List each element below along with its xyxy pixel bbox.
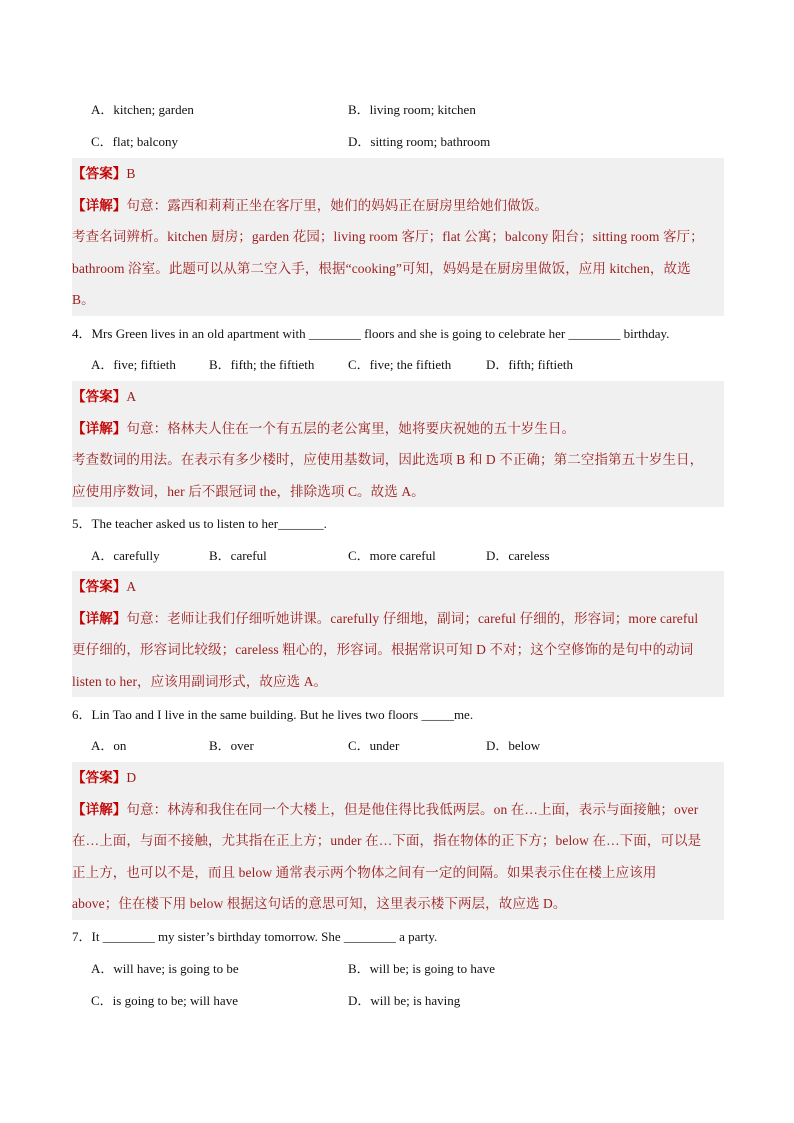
q4-option-b[interactable]: B．fifth; the fiftieth [209,357,315,372]
q4-stem: 4．Mrs Green lives in an old apartment with ________ floors and she is going to celebrate her ________ birthday. [72,326,670,341]
detail-tag: 【详解】 [72,610,127,626]
q7-option-a[interactable]: A．will have; is going to be [91,961,239,976]
q3-option-d[interactable]: D．sitting room; bathroom [348,134,491,149]
q3-answer-row [72,158,724,190]
answer-tag: 【答案】 [72,770,127,785]
q3-detail-line: 考查名词辨析。kitchen 厨房；garden 花园；living room 客厅；flat 公寓；balcony 阳台；sitting room 客厅； [72,229,704,244]
q5-answer-value: A [126,579,137,594]
q7-option-c[interactable]: C．is going to be; will have [91,993,238,1008]
q5-detail-line: 更仔细的，形容词比较级；careless 粗心的，形容词。根据常识可知 D 不对；这个空修饰的是句中的动词 [72,642,694,657]
q6-answer-value: D [126,770,137,785]
q4-detail-line: 应使用序数词，her 后不跟冠词 the，排除选项 C。故选 A。 [72,483,425,499]
q4-detail-row [72,413,724,445]
q3-detail-row [72,190,724,222]
q4-option-c[interactable]: C．five; the fiftieth [348,357,452,372]
q4-answer-value: A [126,389,137,404]
q5-detail-line: listen to her，应该用副词形式，故应选 A。 [72,673,328,689]
q3-option-c[interactable]: C．flat; balcony [91,134,179,149]
q6-detail-row [72,794,724,826]
q5-answer-box [72,571,724,697]
q7-option-d[interactable]: D．will be; is having [348,993,461,1008]
q5-option-c[interactable]: C．more careful [348,548,436,563]
q4-answer-row [72,381,724,413]
q7-option-b[interactable]: B．will be; is going to have [348,961,495,976]
q7-stem: 7．It ________ my sister’s birthday tomorrow. She ________ a party. [72,929,438,944]
q5-stem: 5．The teacher asked us to listen to her_______. [72,516,327,531]
q6-option-b[interactable]: B．over [209,738,254,753]
detail-tag: 【详解】 [72,420,127,436]
q5-detail-row [72,603,724,635]
q5-detail-line: 句意：老师让我们仔细听她讲课。carefully 仔细地，副词；careful 仔细的，形容词；more careful [126,610,699,626]
q6-detail-line: 正上方，也可以不是，而且 below 通常表示两个物体之间有一定的间隔。如果表示住在楼上应该用 [72,864,657,880]
q5-option-b[interactable]: B．careful [209,548,267,563]
q6-detail-line: above；住在楼下用 below 根据这句话的意思可知，这里表示楼下两层，故应选 D。 [72,896,567,911]
q3-answer-value: B [126,166,136,181]
q6-answer-box [72,762,724,920]
detail-tag: 【详解】 [72,801,127,817]
q3-answer-box [72,158,724,316]
q6-answer-row [72,762,724,794]
detail-tag: 【详解】 [72,197,127,213]
answer-tag: 【答案】 [72,389,127,404]
q3-option-a[interactable]: A．kitchen; garden [91,102,194,117]
q5-option-a[interactable]: A．carefully [91,548,160,563]
q4-detail-line: 考查数词的用法。在表示有多少楼时，应使用基数词，因此选项 B 和 D 不正确；第二空指第五十岁生日， [72,452,704,467]
q6-stem: 6．Lin Tao and I live in the same building. But he lives two floors _____me. [72,707,474,722]
q3-option-b[interactable]: B．living room; kitchen [348,102,476,117]
q3-detail-line: B。 [72,292,95,307]
q6-detail-line: 句意：林涛和我住在同一个大楼上，但是他住得比我低两层。on 在…上面，表示与面接触；over [126,801,699,817]
q3-detail-line: bathroom 浴室。此题可以从第二空入手，根据“cooking”可知，妈妈是在厨房里做饭，应用 kitchen，故选 [72,260,691,276]
q4-option-d[interactable]: D．fifth; fiftieth [486,357,574,372]
q4-answer-box [72,381,724,507]
q4-option-a[interactable]: A．five; fiftieth [91,357,176,372]
answer-tag: 【答案】 [72,166,127,181]
q3-detail-line: 句意：露西和莉莉正坐在客厅里，她们的妈妈正在厨房里给她们做饭。 [126,197,549,213]
q4-detail-line: 句意：格林夫人住在一个有五层的老公寓里，她将要庆祝她的五十岁生日。 [126,420,576,436]
q5-option-d[interactable]: D．careless [486,548,550,563]
q6-option-a[interactable]: A．on [91,738,127,753]
q6-option-c[interactable]: C．under [348,738,400,753]
answer-tag: 【答案】 [72,579,127,594]
q6-detail-line: 在…上面，与面不接触，尤其指在正上方；under 在…下面，指在物体的正下方；below 在…下面，可以是 [72,833,702,848]
q5-answer-row [72,571,724,603]
q6-option-d[interactable]: D．below [486,738,541,753]
